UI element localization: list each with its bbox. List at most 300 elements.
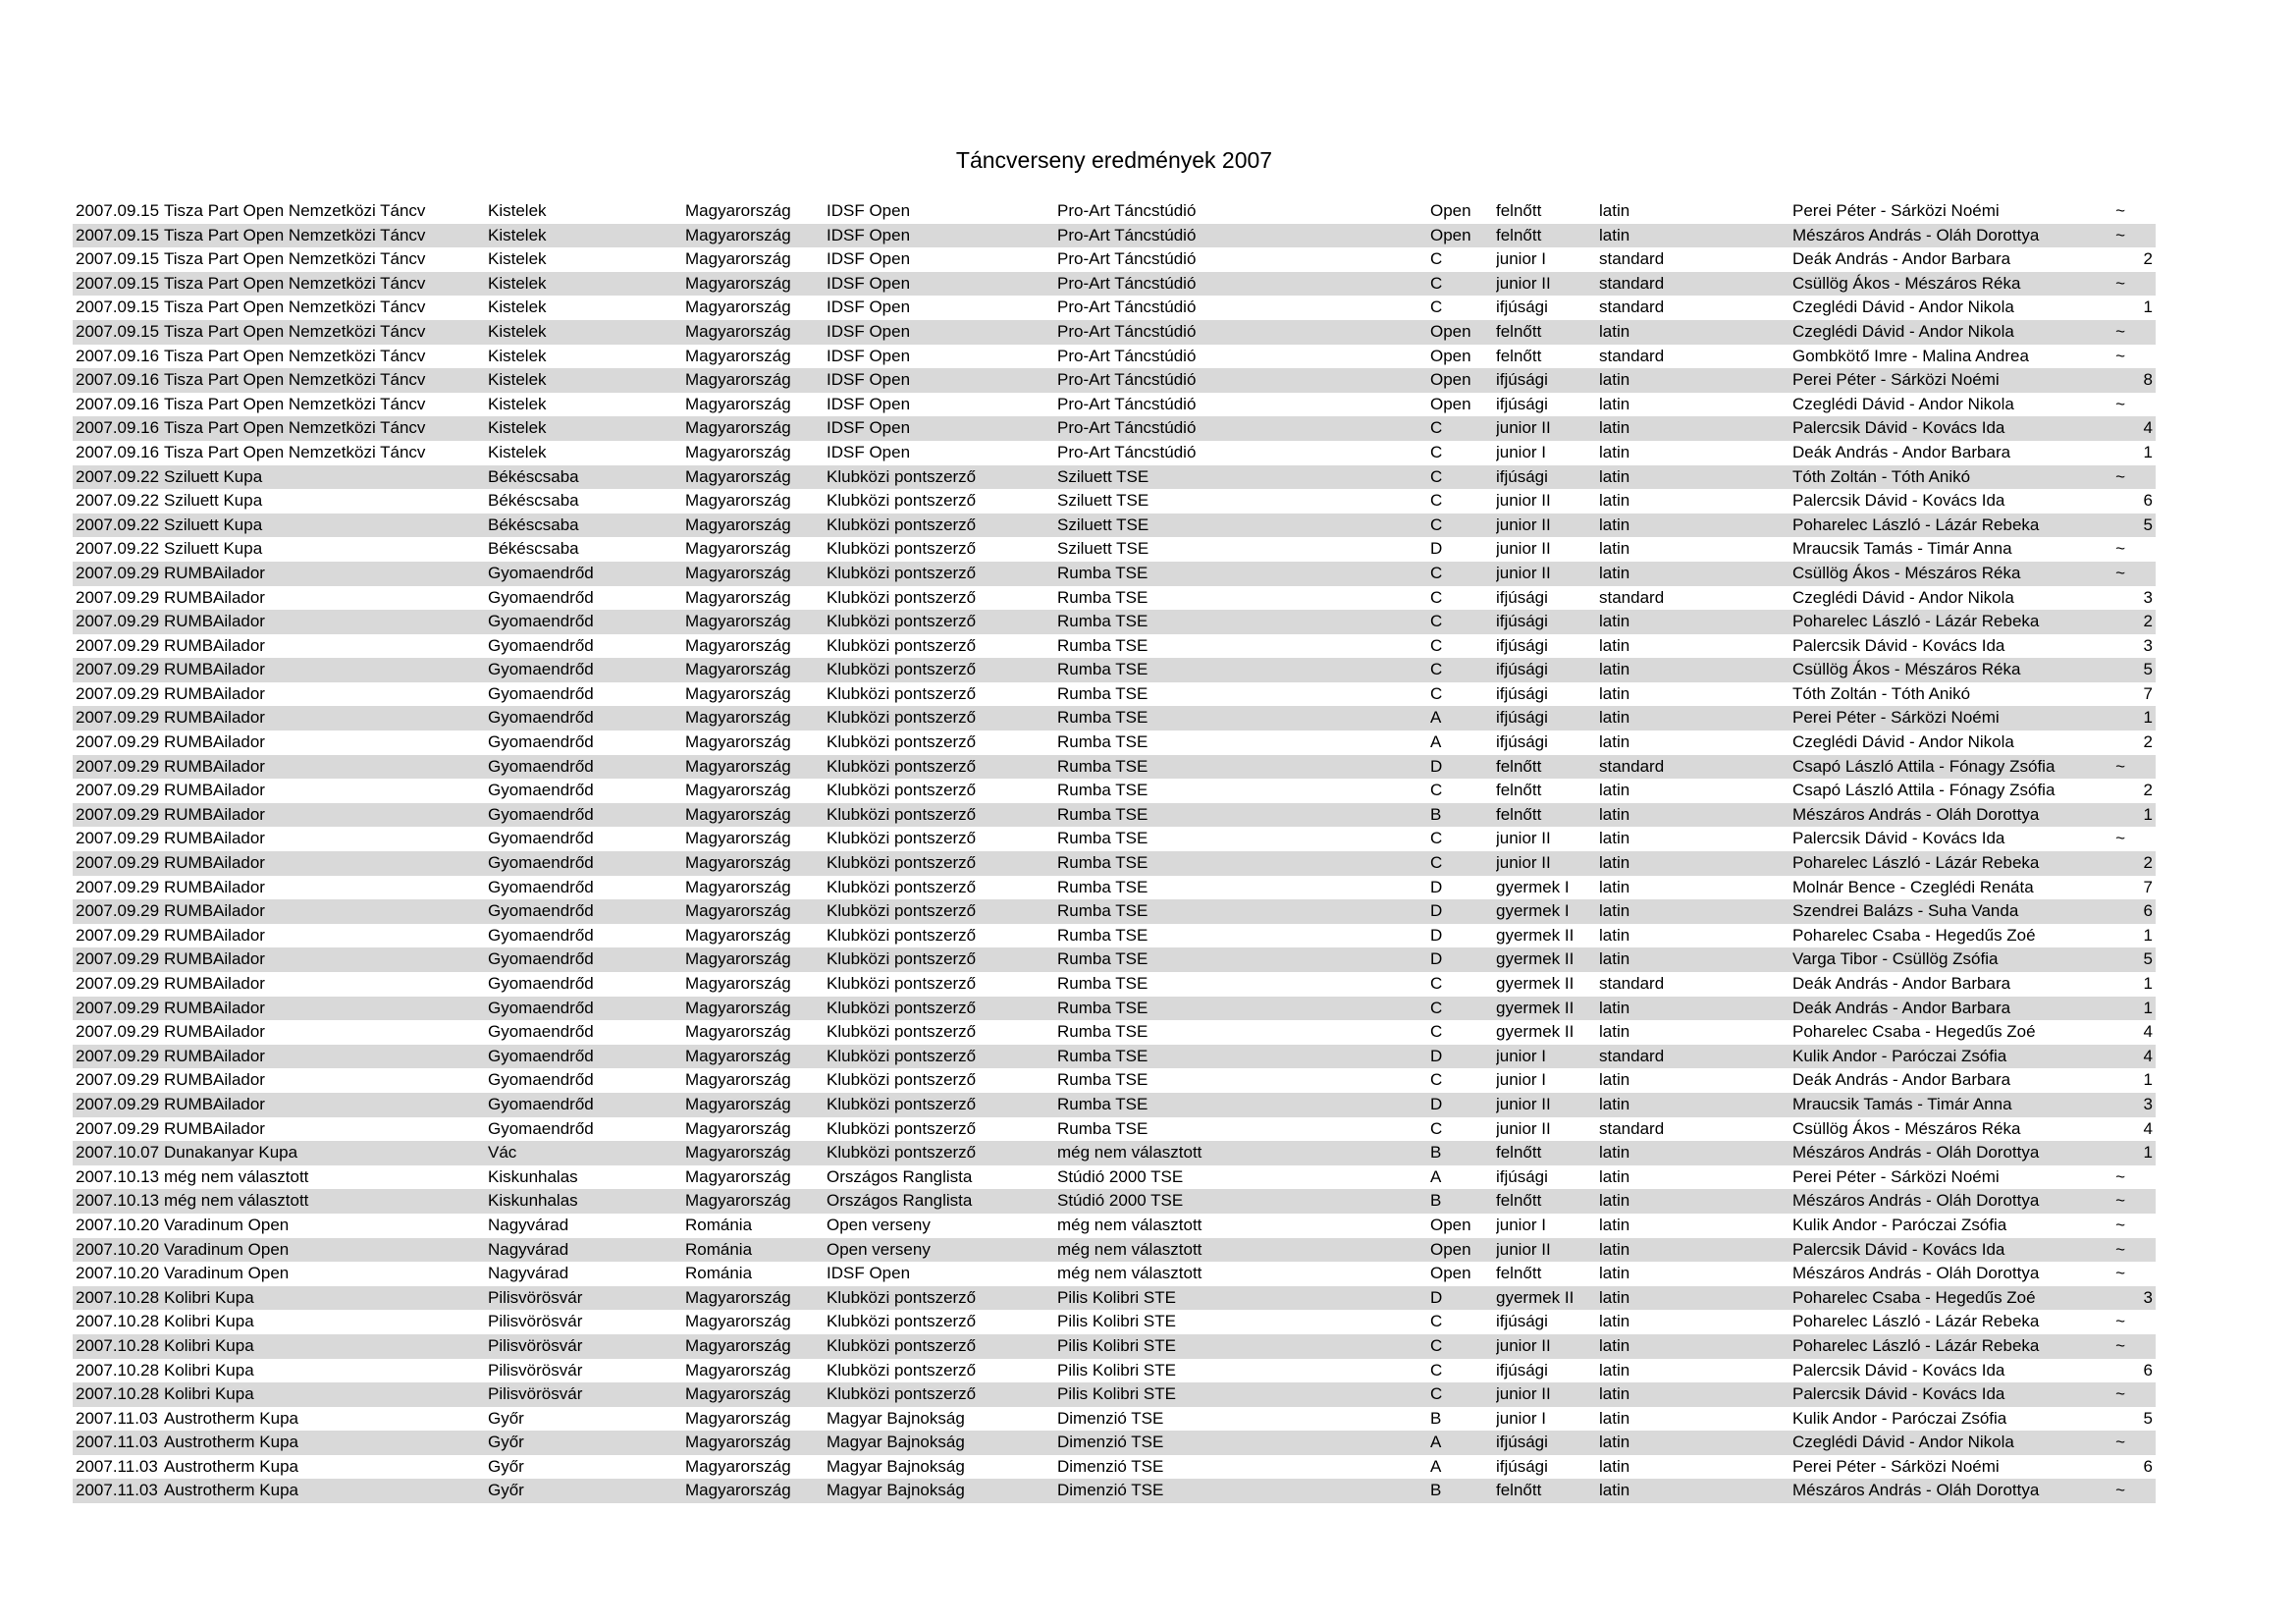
- cell-type: Klubközi pontszerző: [827, 587, 977, 607]
- cell-class: B: [1430, 804, 1442, 824]
- cell-class: Open: [1430, 225, 1471, 244]
- cell-event: RUMBAilador: [164, 804, 265, 824]
- cell-club: még nem választott: [1057, 1264, 1202, 1283]
- cell-class: C: [1430, 587, 1443, 607]
- cell-age_group: gyermek I: [1496, 877, 1570, 896]
- cell-couple: Czeglédi Dávid - Andor Nikola: [1792, 321, 2014, 341]
- table-row: [73, 1020, 2156, 1045]
- cell-club: Rumba TSE: [1057, 998, 1148, 1017]
- table-row: [73, 1431, 2156, 1455]
- cell-result: 6: [2143, 491, 2153, 511]
- cell-type: Klubközi pontszerző: [827, 756, 977, 776]
- cell-city: Gyomaendrőd: [488, 1118, 594, 1138]
- cell-club: még nem választott: [1057, 1143, 1202, 1163]
- cell-country: Románia: [685, 1215, 753, 1234]
- cell-age_group: gyermek II: [1496, 925, 1575, 945]
- cell-age_group: felnőtt: [1496, 1481, 1542, 1500]
- cell-type: Open verseny: [827, 1239, 931, 1259]
- cell-style: latin: [1599, 1312, 1630, 1331]
- cell-country: Magyarország: [685, 539, 791, 559]
- cell-event: RUMBAilador: [164, 998, 265, 1017]
- cell-result: ~: [2115, 1239, 2125, 1259]
- cell-date: 2007.10.28: [76, 1360, 160, 1380]
- cell-couple: Deák András - Andor Barbara: [1792, 249, 2011, 269]
- cell-event: Varadinum Open: [164, 1215, 290, 1234]
- cell-couple: Mraucsik Tamás - Timár Anna: [1792, 539, 2012, 559]
- cell-type: Országos Ranglista: [827, 1191, 973, 1211]
- cell-class: Open: [1430, 346, 1471, 365]
- cell-result: 1: [2143, 1070, 2153, 1090]
- cell-type: Klubközi pontszerző: [827, 1022, 977, 1042]
- cell-country: Románia: [685, 1239, 753, 1259]
- cell-couple: Czeglédi Dávid - Andor Nikola: [1792, 298, 2014, 317]
- cell-result: 2: [2143, 781, 2153, 800]
- table-row: [73, 899, 2156, 924]
- table-row: [73, 851, 2156, 876]
- cell-couple: Poharelec László - Lázár Rebeka: [1792, 1335, 2040, 1355]
- cell-date: 2007.11.03: [76, 1408, 158, 1428]
- cell-club: Rumba TSE: [1057, 974, 1148, 993]
- cell-country: Magyarország: [685, 321, 791, 341]
- cell-style: latin: [1599, 829, 1630, 848]
- cell-club: még nem választott: [1057, 1239, 1202, 1259]
- table-row: [73, 972, 2156, 997]
- cell-style: latin: [1599, 321, 1630, 341]
- cell-style: latin: [1599, 1264, 1630, 1283]
- cell-event: RUMBAilador: [164, 853, 265, 873]
- cell-age_group: gyermek I: [1496, 901, 1570, 921]
- table-row: [73, 1117, 2156, 1142]
- cell-age_group: junior II: [1496, 539, 1551, 559]
- cell-age_group: felnőtt: [1496, 201, 1542, 220]
- cell-type: Klubközi pontszerző: [827, 949, 977, 969]
- cell-club: Rumba TSE: [1057, 1094, 1148, 1113]
- cell-country: Magyarország: [685, 466, 791, 486]
- cell-style: latin: [1599, 1215, 1630, 1234]
- cell-club: Rumba TSE: [1057, 804, 1148, 824]
- cell-type: IDSF Open: [827, 346, 911, 365]
- cell-type: IDSF Open: [827, 394, 911, 413]
- cell-city: Győr: [488, 1433, 524, 1452]
- table-row: [73, 1141, 2156, 1165]
- table-row: [73, 730, 2156, 755]
- cell-country: Románia: [685, 1264, 753, 1283]
- cell-result: 2: [2143, 853, 2153, 873]
- cell-style: latin: [1599, 514, 1630, 534]
- cell-club: Rumba TSE: [1057, 781, 1148, 800]
- cell-age_group: junior II: [1496, 1094, 1551, 1113]
- cell-city: Kistelek: [488, 346, 547, 365]
- cell-class: A: [1430, 1456, 1442, 1476]
- table-row: [73, 634, 2156, 659]
- cell-type: Klubközi pontszerző: [827, 829, 977, 848]
- cell-country: Magyarország: [685, 491, 791, 511]
- cell-style: latin: [1599, 925, 1630, 945]
- cell-class: C: [1430, 466, 1443, 486]
- cell-city: Gyomaendrőd: [488, 781, 594, 800]
- cell-date: 2007.10.28: [76, 1384, 160, 1404]
- cell-date: 2007.09.29: [76, 756, 160, 776]
- cell-couple: Poharelec László - Lázár Rebeka: [1792, 1312, 2040, 1331]
- cell-result: 8: [2143, 370, 2153, 390]
- cell-event: RUMBAilador: [164, 1070, 265, 1090]
- cell-style: latin: [1599, 225, 1630, 244]
- cell-city: Győr: [488, 1481, 524, 1500]
- cell-couple: Mraucsik Tamás - Timár Anna: [1792, 1094, 2012, 1113]
- cell-date: 2007.09.29: [76, 1046, 160, 1065]
- cell-style: latin: [1599, 1481, 1630, 1500]
- cell-style: latin: [1599, 201, 1630, 220]
- cell-club: Sziluett TSE: [1057, 539, 1149, 559]
- cell-city: Győr: [488, 1408, 524, 1428]
- cell-age_group: gyermek II: [1496, 1287, 1575, 1307]
- cell-city: Békéscsaba: [488, 466, 579, 486]
- cell-class: C: [1430, 1384, 1443, 1404]
- cell-type: Klubközi pontszerző: [827, 563, 977, 582]
- cell-couple: Mészáros András - Oláh Dorottya: [1792, 804, 2040, 824]
- cell-club: Rumba TSE: [1057, 1118, 1148, 1138]
- cell-club: Dimenzió TSE: [1057, 1481, 1164, 1500]
- cell-age_group: felnőtt: [1496, 1143, 1542, 1163]
- cell-date: 2007.09.29: [76, 901, 160, 921]
- cell-club: Pilis Kolibri STE: [1057, 1384, 1176, 1404]
- cell-club: Rumba TSE: [1057, 877, 1148, 896]
- cell-date: 2007.11.03: [76, 1481, 158, 1500]
- cell-couple: Palercsik Dávid - Kovács Ida: [1792, 635, 2005, 655]
- table-row: [73, 416, 2156, 441]
- cell-club: Dimenzió TSE: [1057, 1433, 1164, 1452]
- cell-style: latin: [1599, 563, 1630, 582]
- cell-type: Klubközi pontszerző: [827, 877, 977, 896]
- cell-type: Klubközi pontszerző: [827, 1046, 977, 1065]
- cell-class: C: [1430, 612, 1443, 631]
- cell-event: RUMBAilador: [164, 829, 265, 848]
- cell-country: Magyarország: [685, 829, 791, 848]
- cell-event: RUMBAilador: [164, 1094, 265, 1113]
- cell-class: C: [1430, 829, 1443, 848]
- cell-event: Sziluett Kupa: [164, 514, 263, 534]
- cell-couple: Czeglédi Dávid - Andor Nikola: [1792, 394, 2014, 413]
- cell-city: Győr: [488, 1456, 524, 1476]
- cell-style: standard: [1599, 587, 1665, 607]
- cell-style: latin: [1599, 1143, 1630, 1163]
- cell-type: Országos Ranglista: [827, 1166, 973, 1186]
- cell-type: Klubközi pontszerző: [827, 853, 977, 873]
- cell-club: Rumba TSE: [1057, 901, 1148, 921]
- cell-date: 2007.09.16: [76, 346, 160, 365]
- cell-city: Pilisvörösvár: [488, 1335, 583, 1355]
- cell-country: Magyarország: [685, 514, 791, 534]
- cell-country: Magyarország: [685, 346, 791, 365]
- cell-couple: Czeglédi Dávid - Andor Nikola: [1792, 1433, 2014, 1452]
- cell-age_group: felnőtt: [1496, 756, 1542, 776]
- cell-result: 1: [2143, 925, 2153, 945]
- cell-date: 2007.09.29: [76, 683, 160, 703]
- cell-age_group: junior I: [1496, 1046, 1547, 1065]
- cell-couple: Deák András - Andor Barbara: [1792, 1070, 2011, 1090]
- cell-event: Austrotherm Kupa: [164, 1433, 299, 1452]
- cell-class: A: [1430, 1433, 1442, 1452]
- cell-style: latin: [1599, 683, 1630, 703]
- cell-class: C: [1430, 1070, 1443, 1090]
- table-row: [73, 489, 2156, 514]
- cell-age_group: ifjúsági: [1496, 587, 1548, 607]
- cell-date: 2007.10.28: [76, 1312, 160, 1331]
- table-row: [73, 562, 2156, 586]
- table-row: [73, 1189, 2156, 1214]
- cell-club: Pro-Art Táncstúdió: [1057, 418, 1197, 438]
- cell-class: D: [1430, 925, 1443, 945]
- cell-event: Tisza Part Open Nemzetközi Táncv: [164, 321, 426, 341]
- cell-result: 1: [2143, 998, 2153, 1017]
- cell-country: Magyarország: [685, 708, 791, 728]
- cell-city: Vác: [488, 1143, 517, 1163]
- cell-couple: Perei Péter - Sárközi Noémi: [1792, 1166, 2000, 1186]
- cell-event: Tisza Part Open Nemzetközi Táncv: [164, 225, 426, 244]
- cell-couple: Poharelec László - Lázár Rebeka: [1792, 612, 2040, 631]
- cell-club: Stúdió 2000 TSE: [1057, 1166, 1184, 1186]
- cell-type: IDSF Open: [827, 370, 911, 390]
- cell-style: latin: [1599, 1166, 1630, 1186]
- cell-result: 3: [2143, 635, 2153, 655]
- cell-class: C: [1430, 298, 1443, 317]
- cell-class: D: [1430, 1094, 1443, 1113]
- cell-class: B: [1430, 1481, 1442, 1500]
- cell-age_group: ifjúsági: [1496, 660, 1548, 679]
- cell-date: 2007.10.28: [76, 1335, 160, 1355]
- cell-club: Rumba TSE: [1057, 925, 1148, 945]
- cell-result: 7: [2143, 683, 2153, 703]
- cell-result: 2: [2143, 732, 2153, 752]
- cell-class: Open: [1430, 201, 1471, 220]
- cell-type: Klubközi pontszerző: [827, 1143, 977, 1163]
- cell-date: 2007.09.29: [76, 1094, 160, 1113]
- table-row: [73, 368, 2156, 393]
- cell-age_group: gyermek II: [1496, 949, 1575, 969]
- cell-couple: Kulik Andor - Paróczai Zsófia: [1792, 1046, 2007, 1065]
- cell-style: latin: [1599, 949, 1630, 969]
- cell-result: ~: [2115, 563, 2125, 582]
- cell-club: Rumba TSE: [1057, 563, 1148, 582]
- table-row: [73, 272, 2156, 297]
- cell-style: latin: [1599, 370, 1630, 390]
- cell-couple: Gombkötő Imre - Malina Andrea: [1792, 346, 2029, 365]
- cell-class: D: [1430, 756, 1443, 776]
- cell-couple: Csapó László Attila - Fónagy Zsófia: [1792, 781, 2056, 800]
- cell-result: 4: [2143, 1118, 2153, 1138]
- cell-couple: Czeglédi Dávid - Andor Nikola: [1792, 587, 2014, 607]
- cell-age_group: felnőtt: [1496, 225, 1542, 244]
- cell-date: 2007.09.15: [76, 298, 160, 317]
- cell-result: 3: [2143, 587, 2153, 607]
- cell-country: Magyarország: [685, 370, 791, 390]
- cell-style: standard: [1599, 273, 1665, 293]
- cell-date: 2007.09.15: [76, 225, 160, 244]
- cell-age_group: junior I: [1496, 1070, 1547, 1090]
- cell-event: Tisza Part Open Nemzetközi Táncv: [164, 249, 426, 269]
- cell-club: Sziluett TSE: [1057, 514, 1149, 534]
- cell-result: ~: [2115, 394, 2125, 413]
- table-row: [73, 199, 2156, 224]
- cell-couple: Palercsik Dávid - Kovács Ida: [1792, 418, 2005, 438]
- cell-event: Dunakanyar Kupa: [164, 1143, 298, 1163]
- cell-class: B: [1430, 1191, 1442, 1211]
- cell-city: Gyomaendrőd: [488, 612, 594, 631]
- cell-result: ~: [2115, 466, 2125, 486]
- cell-style: latin: [1599, 635, 1630, 655]
- cell-country: Magyarország: [685, 563, 791, 582]
- cell-class: D: [1430, 1287, 1443, 1307]
- cell-style: latin: [1599, 612, 1630, 631]
- cell-city: Pilisvörösvár: [488, 1384, 583, 1404]
- cell-couple: Tóth Zoltán - Tóth Anikó: [1792, 466, 1971, 486]
- cell-date: 2007.09.29: [76, 563, 160, 582]
- cell-result: ~: [2115, 539, 2125, 559]
- cell-city: Kistelek: [488, 321, 547, 341]
- cell-city: Kistelek: [488, 394, 547, 413]
- table-row: [73, 779, 2156, 803]
- cell-date: 2007.09.29: [76, 925, 160, 945]
- cell-event: RUMBAilador: [164, 683, 265, 703]
- cell-club: még nem választott: [1057, 1215, 1202, 1234]
- cell-city: Gyomaendrőd: [488, 732, 594, 752]
- cell-club: Pro-Art Táncstúdió: [1057, 370, 1197, 390]
- cell-club: Pilis Kolibri STE: [1057, 1335, 1176, 1355]
- cell-type: Klubközi pontszerző: [827, 660, 977, 679]
- cell-couple: Szendrei Balázs - Suha Vanda: [1792, 901, 2019, 921]
- cell-couple: Deák András - Andor Barbara: [1792, 998, 2011, 1017]
- cell-style: latin: [1599, 491, 1630, 511]
- cell-date: 2007.09.29: [76, 829, 160, 848]
- cell-class: C: [1430, 418, 1443, 438]
- results-table: [73, 199, 2156, 1503]
- cell-country: Magyarország: [685, 925, 791, 945]
- cell-country: Magyarország: [685, 781, 791, 800]
- cell-class: Open: [1430, 321, 1471, 341]
- cell-type: Open verseny: [827, 1215, 931, 1234]
- cell-event: Sziluett Kupa: [164, 491, 263, 511]
- cell-country: Magyarország: [685, 1070, 791, 1090]
- cell-country: Magyarország: [685, 1384, 791, 1404]
- cell-type: Klubközi pontszerző: [827, 1335, 977, 1355]
- cell-date: 2007.09.16: [76, 394, 160, 413]
- cell-event: Kolibri Kupa: [164, 1360, 254, 1380]
- cell-event: Varadinum Open: [164, 1264, 290, 1283]
- table-row: [73, 1310, 2156, 1334]
- cell-class: C: [1430, 853, 1443, 873]
- cell-type: Magyar Bajnokság: [827, 1433, 965, 1452]
- cell-age_group: ifjúsági: [1496, 1456, 1548, 1476]
- cell-type: Klubközi pontszerző: [827, 1384, 977, 1404]
- table-row: [73, 1479, 2156, 1503]
- cell-class: Open: [1430, 394, 1471, 413]
- cell-event: RUMBAilador: [164, 708, 265, 728]
- table-row: [73, 247, 2156, 272]
- cell-type: Klubközi pontszerző: [827, 708, 977, 728]
- cell-age_group: junior II: [1496, 829, 1551, 848]
- table-row: [73, 997, 2156, 1021]
- cell-club: Pro-Art Táncstúdió: [1057, 321, 1197, 341]
- cell-event: Tisza Part Open Nemzetközi Táncv: [164, 201, 426, 220]
- table-row: [73, 658, 2156, 682]
- cell-type: Magyar Bajnokság: [827, 1481, 965, 1500]
- table-row: [73, 1334, 2156, 1359]
- cell-age_group: ifjúsági: [1496, 370, 1548, 390]
- table-row: [73, 393, 2156, 417]
- cell-couple: Kulik Andor - Paróczai Zsófia: [1792, 1215, 2007, 1234]
- table-row: [73, 320, 2156, 345]
- cell-type: Klubközi pontszerző: [827, 683, 977, 703]
- cell-event: RUMBAilador: [164, 1022, 265, 1042]
- cell-type: Klubközi pontszerző: [827, 1287, 977, 1307]
- cell-country: Magyarország: [685, 1143, 791, 1163]
- cell-result: 1: [2143, 298, 2153, 317]
- cell-result: 2: [2143, 249, 2153, 269]
- cell-result: ~: [2115, 321, 2125, 341]
- cell-country: Magyarország: [685, 660, 791, 679]
- cell-class: D: [1430, 877, 1443, 896]
- cell-class: Open: [1430, 1239, 1471, 1259]
- cell-result: 1: [2143, 708, 2153, 728]
- cell-country: Magyarország: [685, 201, 791, 220]
- cell-style: latin: [1599, 804, 1630, 824]
- cell-event: Austrotherm Kupa: [164, 1481, 299, 1500]
- cell-age_group: ifjúsági: [1496, 708, 1548, 728]
- cell-club: Rumba TSE: [1057, 612, 1148, 631]
- cell-club: Pro-Art Táncstúdió: [1057, 201, 1197, 220]
- table-row: [73, 1045, 2156, 1069]
- cell-result: ~: [2115, 756, 2125, 776]
- table-row: [73, 1359, 2156, 1383]
- cell-country: Magyarország: [685, 974, 791, 993]
- cell-type: IDSF Open: [827, 273, 911, 293]
- cell-club: Pro-Art Táncstúdió: [1057, 249, 1197, 269]
- cell-country: Magyarország: [685, 877, 791, 896]
- cell-age_group: felnőtt: [1496, 781, 1542, 800]
- table-row: [73, 465, 2156, 490]
- cell-date: 2007.09.29: [76, 853, 160, 873]
- cell-club: Stúdió 2000 TSE: [1057, 1191, 1184, 1211]
- cell-class: C: [1430, 635, 1443, 655]
- cell-style: standard: [1599, 756, 1665, 776]
- cell-club: Rumba TSE: [1057, 683, 1148, 703]
- cell-style: latin: [1599, 660, 1630, 679]
- cell-couple: Csüllög Ákos - Mészáros Réka: [1792, 1118, 2021, 1138]
- cell-country: Magyarország: [685, 998, 791, 1017]
- cell-style: latin: [1599, 1022, 1630, 1042]
- cell-country: Magyarország: [685, 1046, 791, 1065]
- cell-event: Sziluett Kupa: [164, 539, 263, 559]
- cell-style: standard: [1599, 1046, 1665, 1065]
- cell-couple: Mészáros András - Oláh Dorottya: [1792, 1481, 2040, 1500]
- cell-style: latin: [1599, 1408, 1630, 1428]
- cell-club: Pro-Art Táncstúdió: [1057, 225, 1197, 244]
- cell-date: 2007.09.15: [76, 249, 160, 269]
- cell-city: Gyomaendrőd: [488, 804, 594, 824]
- cell-city: Pilisvörösvár: [488, 1360, 583, 1380]
- cell-result: 4: [2143, 1022, 2153, 1042]
- table-row: [73, 345, 2156, 369]
- cell-date: 2007.09.29: [76, 949, 160, 969]
- table-row: [73, 1093, 2156, 1117]
- cell-type: IDSF Open: [827, 201, 911, 220]
- cell-club: Pro-Art Táncstúdió: [1057, 394, 1197, 413]
- table-row: [73, 827, 2156, 851]
- cell-type: Klubközi pontszerző: [827, 514, 977, 534]
- cell-city: Nagyvárad: [488, 1215, 569, 1234]
- cell-event: RUMBAilador: [164, 781, 265, 800]
- cell-result: 6: [2143, 1456, 2153, 1476]
